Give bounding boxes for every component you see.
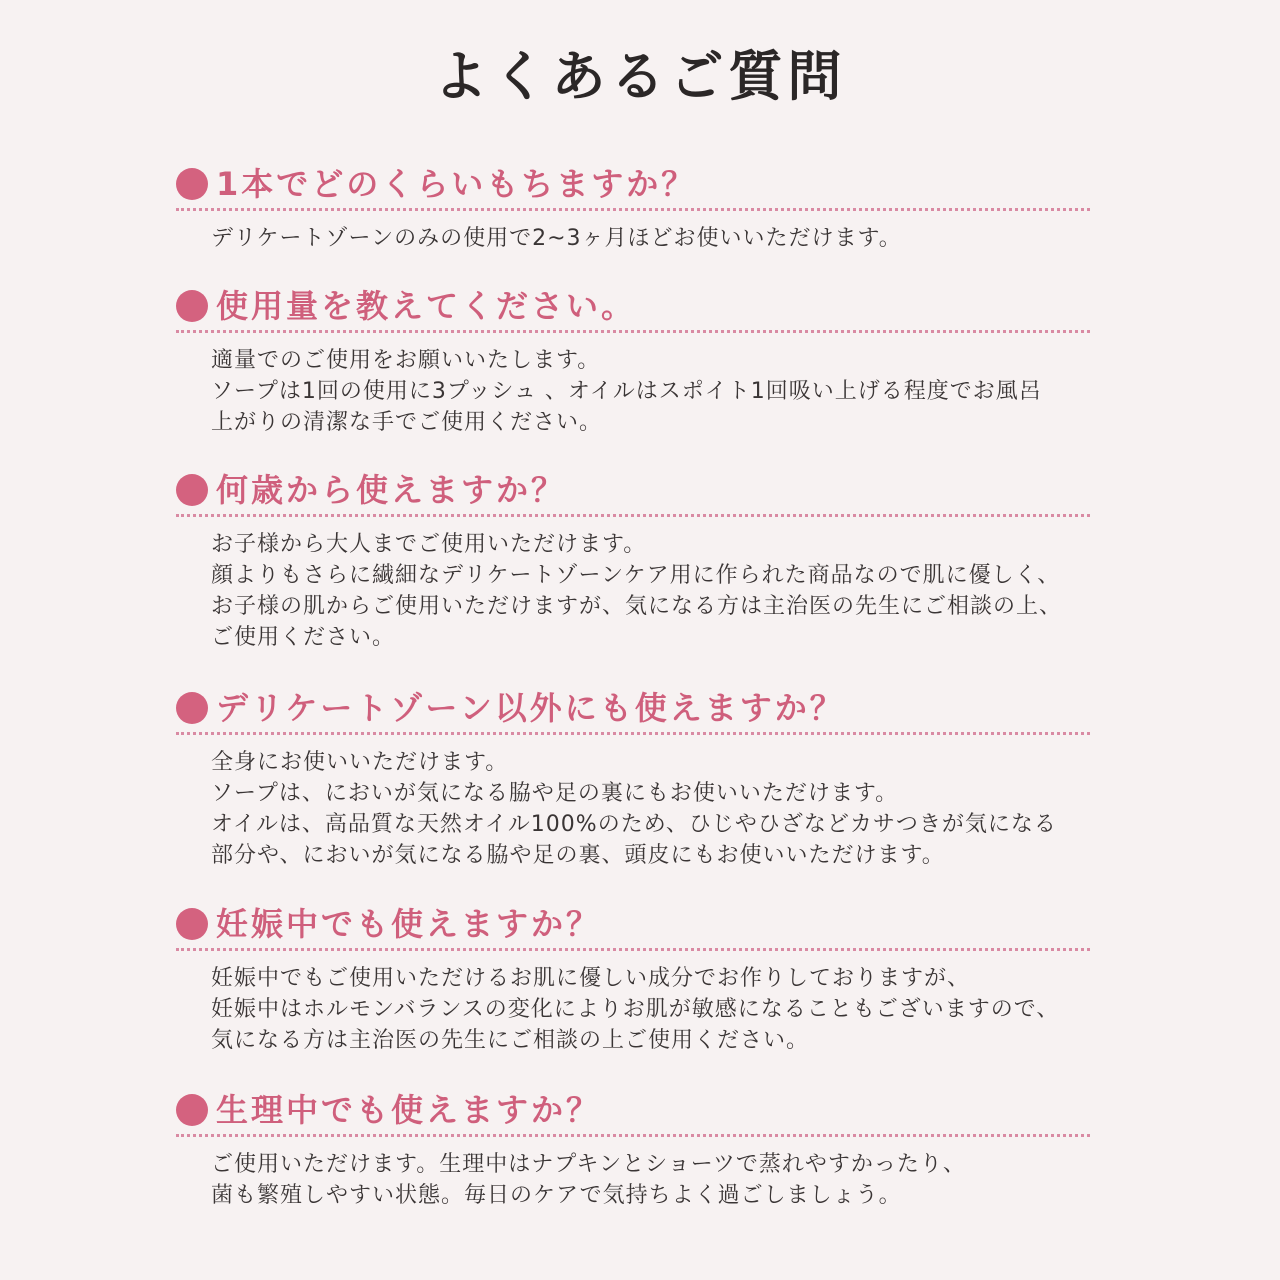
faq-answer — [211, 529, 1116, 653]
faq-item — [176, 904, 1116, 1056]
faq-answer-line: 妊娠中でもご使用いただけるお肌に優しい成分でお作りしておりますが、 — [211, 966, 971, 991]
faq-question — [176, 164, 1090, 211]
faq-answer-line: ご使用ください。 — [211, 625, 396, 650]
faq-item — [176, 688, 1116, 871]
faq-answer-line: お子様から大人までご使用いただけます。 — [211, 532, 647, 557]
faq-answer — [211, 963, 1116, 1056]
faq-answer — [211, 345, 1116, 438]
faq-question-text: 生理中でも使えますか？ — [216, 1091, 602, 1129]
faq-answer-line: 全身にお使いいただけます。 — [211, 750, 509, 775]
faq-answer-line: 適量でのご使用をお願いいたします。 — [211, 348, 601, 373]
faq-answer-line: ご使用いただけます。生理中はナプキンとショーツで蒸れやすかったり、 — [211, 1152, 966, 1177]
faq-answer-line: ソープは1回の使用に3プッシュ 、オイルはスポイト1回吸い上げる程度でお風呂 — [211, 379, 1042, 404]
faq-question — [176, 688, 1090, 735]
page-title: よくあるご質問 — [433, 45, 847, 108]
faq-answer-line: デリケートゾーンのみの使用で2~3ヶ月ほどお使いいただけます。 — [211, 226, 902, 251]
faq-answer-line: 気になる方は主治医の先生にご相談の上ご使用ください。 — [211, 1028, 810, 1053]
faq-answer-line: 菌も繁殖しやすい状態。毎日のケアで気持ちよく過ごしましょう。 — [211, 1183, 902, 1208]
faq-answer-line: 部分や、においが気になる脇や足の裏、頭皮にもお使いいただけます。 — [211, 843, 945, 868]
faq-answer-line: オイルは、高品質な天然オイル100%のため、ひじやひざなどカサつきが気になる — [211, 812, 1057, 837]
faq-answer-line: 顔よりもさらに繊細なデリケートゾーンケア用に作られた商品なので肌に優しく、 — [211, 563, 1061, 588]
faq-item — [176, 286, 1116, 438]
faq-question-text: 何歳から使えますか？ — [216, 471, 567, 509]
faq-question — [176, 904, 1090, 951]
faq-answer-line: 上がりの清潔な手でご使用ください。 — [211, 410, 603, 435]
bullet-dot-icon — [176, 168, 208, 200]
bullet-dot-icon — [176, 474, 208, 506]
faq-question-text: 使用量を教えてください。 — [216, 287, 637, 325]
bullet-dot-icon — [176, 908, 208, 940]
bullet-dot-icon — [176, 692, 208, 724]
faq-question-text: 1本でどのくらいもちますか？ — [216, 165, 697, 203]
faq-answer-line: ソープは、においが気になる脇や足の裏にもお使いいただけます。 — [211, 781, 899, 806]
faq-question — [176, 286, 1090, 333]
faq-question-text: 妊娠中でも使えますか？ — [216, 905, 602, 943]
faq-answer — [211, 223, 1116, 254]
faq-question-text: デリケートゾーン以外にも使えますか？ — [216, 689, 845, 727]
faq-item — [176, 1090, 1116, 1211]
bullet-dot-icon — [176, 290, 208, 322]
faq-question — [176, 470, 1090, 517]
faq-item — [176, 164, 1116, 254]
faq-answer-line: お子様の肌からご使用いただけますが、気になる方は主治医の先生にご相談の上、 — [211, 594, 1063, 619]
faq-item — [176, 470, 1116, 653]
faq-answer — [211, 1149, 1116, 1211]
faq-question — [176, 1090, 1090, 1137]
bullet-dot-icon — [176, 1094, 208, 1126]
faq-answer-line: 妊娠中はホルモンバランスの変化によりお肌が敏感になることもございますので、 — [211, 997, 1060, 1022]
faq-answer — [211, 747, 1116, 871]
